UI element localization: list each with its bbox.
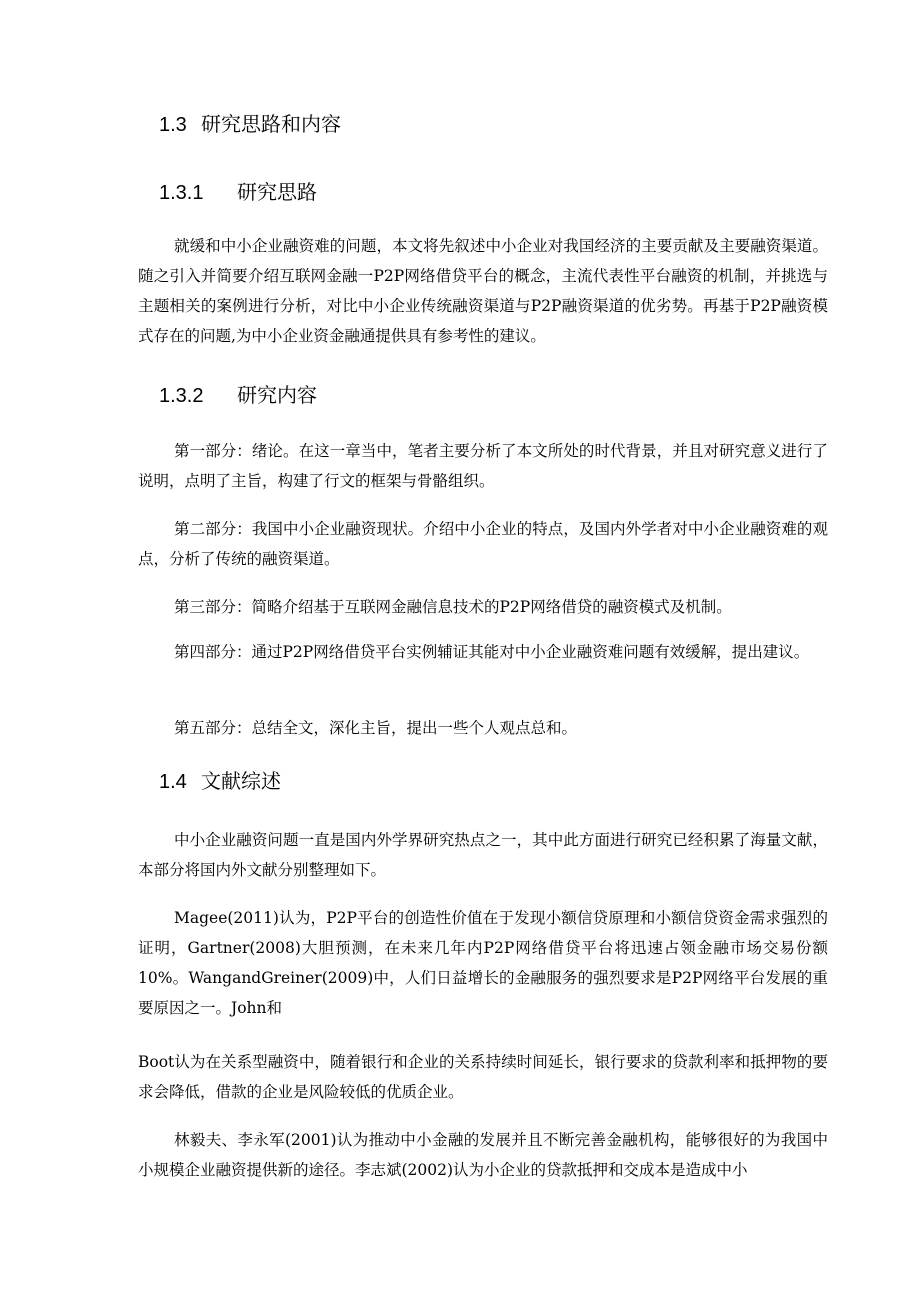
paragraph-literature-intro: 中小企业融资问题一直是国内外学界研究热点之一，其中此方面进行研究已经积累了海量文献，本部分将国内外文献分别整理如下。	[138, 831, 828, 879]
section-heading-1-4	[159, 769, 281, 795]
section-heading-1-3	[159, 112, 341, 138]
paragraph-part-three: 第三部分：简略介绍基于互联网金融信息技术的P2P网络借贷的融资模式及机制。	[174, 598, 732, 616]
paragraph-literature-domestic: 林毅夫、李永军(2001)认为推动中小金融的发展并且不断完善金融机构，能够很好的为我国中小规模企业融资提供新的途径。李志斌(2002)认为小企业的贷款抵押和交成本是造成中小	[138, 1131, 828, 1179]
section-title: 研究思路和内容	[201, 114, 341, 136]
section-number: 1.3	[159, 114, 187, 136]
section-title: 研究内容	[237, 385, 317, 407]
paragraph-research-thinking: 就缓和中小企业融资难的问题，本文将先叙述中小企业对我国经济的主要贡献及主要融资渠道。随之引入并简要介绍互联网金融一P2P网络借贷平台的概念，主流代表性平台融资的机制，并挑选与主题相关的案例进行分析，对比中小企业传统融资渠道与P2P融资渠道的优劣势。再基于P2P融资模式存在的问题,为中小企业资金融通提供具有参考性的建议。	[138, 237, 828, 345]
paragraph-part-four: 第四部分：通过P2P网络借贷平台实例辅证其能对中小企业融资难问题有效缓解，提出建议。	[174, 643, 810, 661]
paragraph-part-five: 第五部分：总结全文，深化主旨，提出一些个人观点总和。	[174, 719, 578, 737]
section-number: 1.3.2	[159, 385, 204, 407]
paragraph-literature-boot: Boot认为在关系型融资中，随着银行和企业的关系持续时间延长，银行要求的贷款利率和抵押物的要求会降低，借款的企业是风险较低的优质企业。	[138, 1053, 828, 1101]
section-title: 文献综述	[201, 771, 281, 793]
section-heading-1-3-2	[159, 383, 317, 409]
section-number: 1.3.1	[159, 182, 204, 204]
section-number: 1.4	[159, 771, 187, 793]
paragraph-part-two: 第二部分：我国中小企业融资现状。介绍中小企业的特点，及国内外学者对中小企业融资难的观点，分析了传统的融资渠道。	[138, 520, 828, 568]
paragraph-part-one: 第一部分：绪论。在这一章当中，笔者主要分析了本文所处的时代背景，并且对研究意义进行了说明，点明了主旨，构建了行文的框架与骨骼组织。	[138, 442, 828, 490]
paragraph-literature-foreign: Magee(2011)认为，P2P平台的创造性价值在于发现小额信贷原理和小额信贷资金需求强烈的证明，Gartner(2008)大胆预测，在未来几年内P2P网络借贷平台将迅速占领金融市场交易份额10%。WangandGreiner(2009)中，人们日益增长的金融服务的强烈要求是P2P网络平台发展的重要原因之一。John和	[138, 909, 828, 1017]
section-heading-1-3-1	[159, 180, 317, 206]
section-title: 研究思路	[237, 182, 317, 204]
